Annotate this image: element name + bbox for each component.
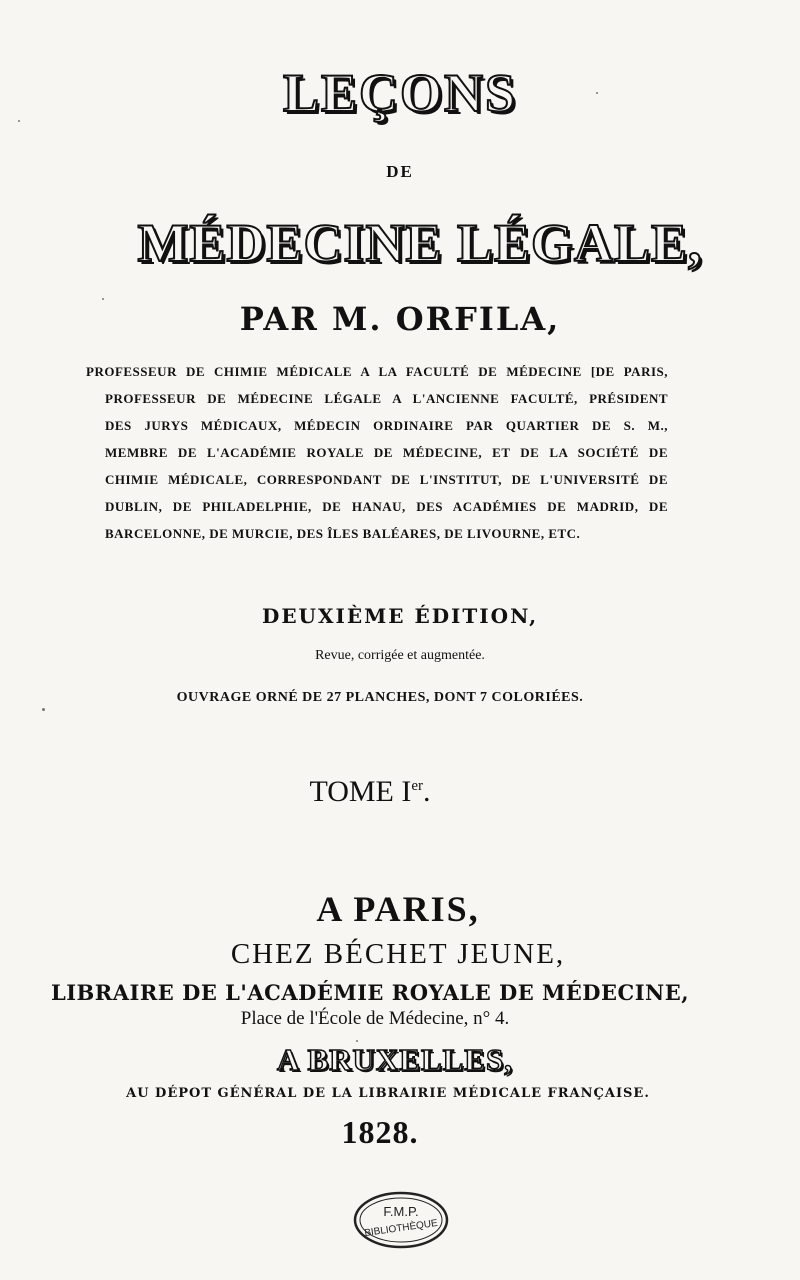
credits-line: BARCELONNE, DE MURCIE, DES ÎLES BALÉARES, DE LIVOURNE, ETC. xyxy=(105,526,581,541)
plates-note: OUVRAGE ORNÉ DE 27 PLANCHES, DONT 7 COLORIÉES. xyxy=(176,690,584,705)
paper-speck xyxy=(42,708,45,711)
book-subtitle: MÉDECINE LÉGALE, xyxy=(137,213,703,273)
credits-line: DES JURYS MÉDICAUX, MÉDECIN ORDINAIRE PAR QUARTIER DE S. M., xyxy=(105,418,668,433)
paper-speck xyxy=(356,1040,358,1042)
credits-line: DUBLIN, DE PHILADELPHIE, DE HANAU, DES ACADÉMIES DE MADRID, DE xyxy=(105,499,668,514)
credits-line: MEMBRE DE L'ACADÉMIE ROYALE DE MÉDECINE, ET DE LA SOCIÉTÉ DE xyxy=(105,445,668,460)
credits-line: PROFESSEUR DE CHIMIE MÉDICALE A LA FACULTÉ DE MÉDECINE [DE PARIS, xyxy=(86,364,668,379)
volume-ordinal: er xyxy=(411,778,424,794)
volume-period: . xyxy=(423,775,431,808)
revision-note: Revue, corrigée et augmentée. xyxy=(315,648,485,663)
volume-number xyxy=(0,775,770,809)
volume-label: TOME I xyxy=(309,775,412,808)
edition-line: DEUXIÈME ÉDITION, xyxy=(261,604,539,628)
publisher-address: Place de l'École de Médecine, n° 4. xyxy=(240,1008,510,1029)
publisher-name: CHEZ BÉCHET JEUNE, xyxy=(230,938,566,970)
depot-line: AU DÉPOT GÉNÉRAL DE LA LIBRAIRIE MÉDICALE FRANÇAISE. xyxy=(126,1086,650,1101)
library-stamp xyxy=(352,1190,450,1250)
credits-line: CHIMIE MÉDICALE, CORRESPONDANT DE L'INSTITUT, DE L'UNIVERSITÉ DE xyxy=(105,472,668,487)
publisher-role: LIBRAIRE DE L'ACADÉMIE ROYALE DE MÉDECINE, xyxy=(50,980,690,1005)
stamp-line-1: F.M.P. xyxy=(383,1204,419,1219)
title-connector: DE xyxy=(386,162,414,181)
book-title: LEÇONS xyxy=(282,63,518,123)
credits-line: PROFESSEUR DE MÉDECINE LÉGALE A L'ANCIENNE FACULTÉ, PRÉSIDENT xyxy=(105,391,668,406)
publication-year: 1828. xyxy=(341,1114,419,1150)
paper-speck xyxy=(596,92,598,94)
stamp-line-2: BIBLIOTHÈQUE xyxy=(363,1217,439,1240)
imprint-city-paris: A PARIS, xyxy=(316,889,480,929)
imprint-city-bruxelles: A BRUXELLES, xyxy=(277,1042,513,1077)
author-line: PAR M. ORFILA, xyxy=(239,300,561,338)
author-credits xyxy=(86,358,668,547)
paper-speck xyxy=(18,120,20,122)
paper-speck xyxy=(102,298,104,300)
